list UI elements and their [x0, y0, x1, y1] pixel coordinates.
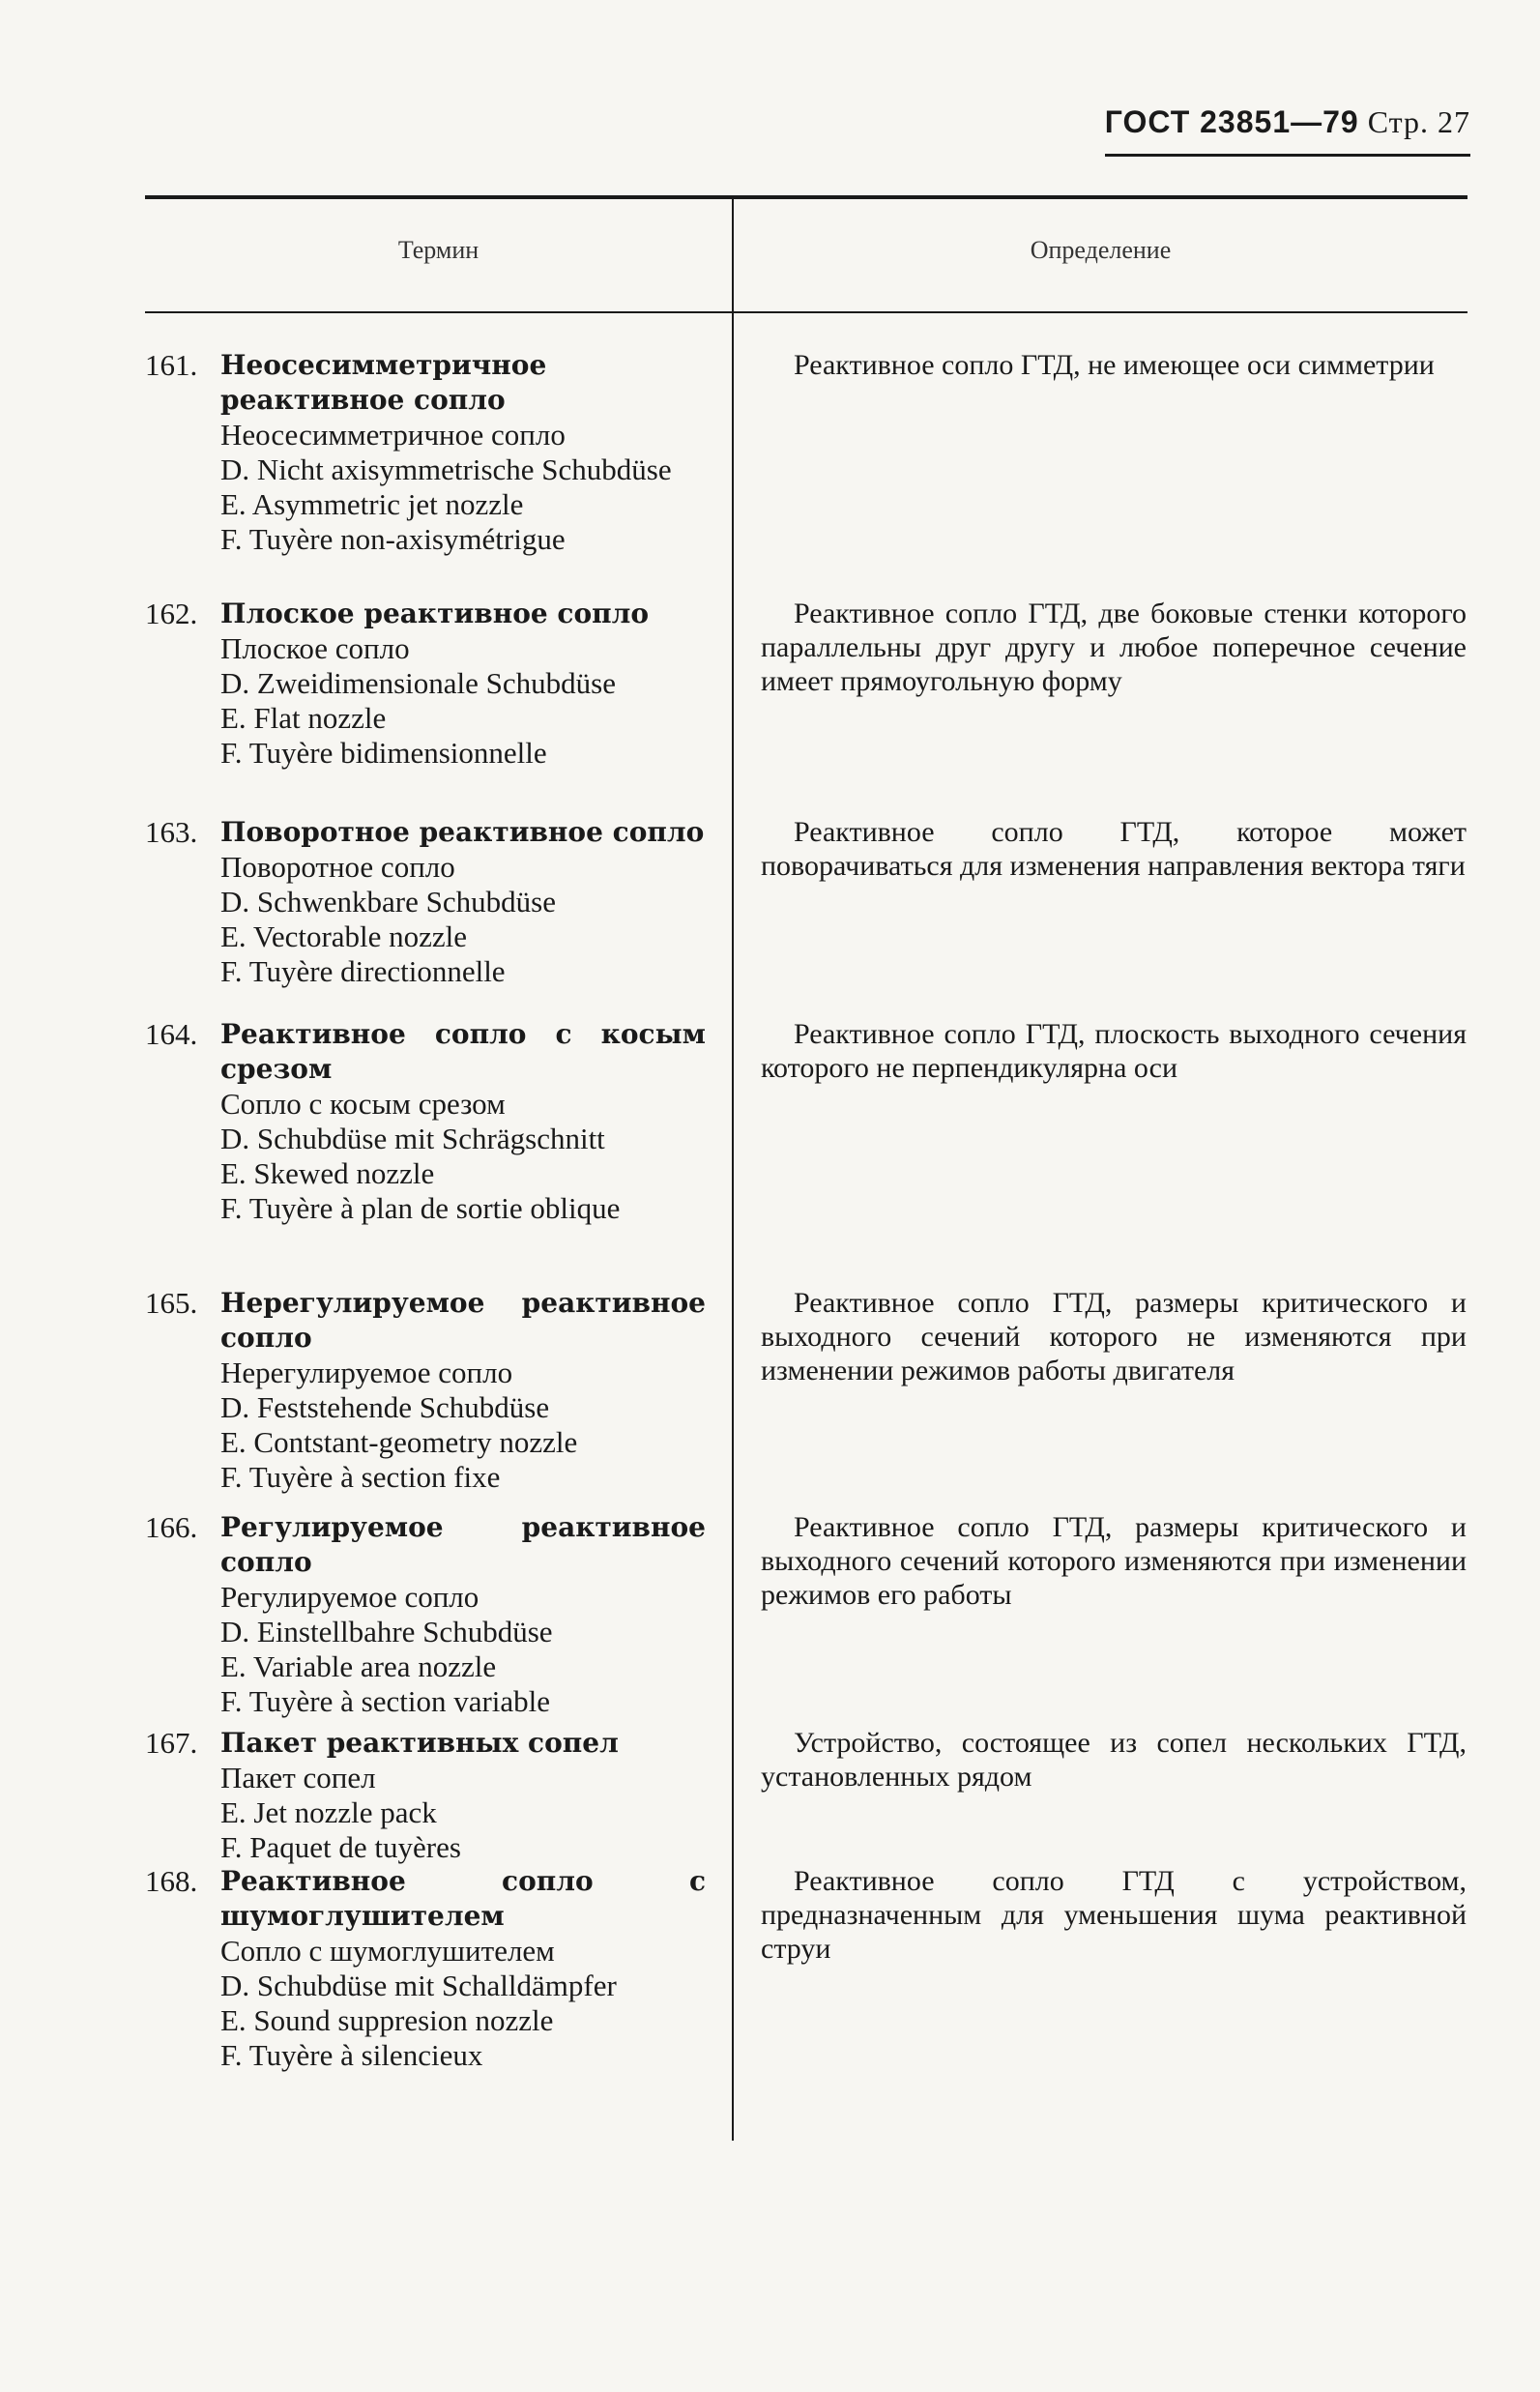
term-number: 166. [145, 1510, 198, 1544]
term-number: 161. [145, 348, 198, 382]
term-english: E. Contstant-geometry nozzle [220, 1425, 578, 1459]
term-definition: Реактивное сопло ГТД, не имеющее оси симметрии [794, 349, 1435, 381]
term-german: D. Schwenkbare Schubdüse [220, 885, 556, 919]
term-number: 163. [145, 815, 198, 849]
term-short-form: Регулируемое сопло [220, 1580, 479, 1614]
term-title: Пакет реактивных сопел [220, 1727, 619, 1759]
term-english: E. Jet nozzle pack [220, 1795, 437, 1829]
term-english: E. Asymmetric jet nozzle [220, 487, 524, 521]
term-entry [145, 1726, 706, 1865]
term-english: E. Sound suppresion nozzle [220, 2003, 554, 2037]
term-number: 167. [145, 1726, 198, 1760]
page-header [1105, 104, 1470, 157]
term-french: F. Tuyère directionnelle [220, 954, 506, 988]
term-number: 164. [145, 1017, 198, 1051]
column-header-definition: Определение [1030, 236, 1172, 264]
page-number: Стр. 27 [1367, 104, 1470, 139]
term-definition: Реактивное сопло ГТД, две боковые стенки которого параллельны друг другу и любое поперечное сечение имеет прямоугольную форму [761, 598, 1467, 697]
term-french: F. Paquet de tuyères [220, 1830, 461, 1864]
term-short-form: Пакет сопел [220, 1761, 376, 1794]
column-divider [732, 197, 734, 2141]
term-german: D. Einstellbahre Schubdüse [220, 1615, 553, 1648]
term-entry [145, 1286, 706, 1495]
term-number: 168. [145, 1864, 198, 1898]
term-title: Реактивное сопло с шумоглушителем [220, 1865, 706, 1932]
term-french: F. Tuyère à silencieux [220, 2038, 483, 2072]
term-number: 162. [145, 597, 198, 630]
term-french: F. Tuyère à section variable [220, 1684, 551, 1718]
term-german: D. Nicht axisymmetrische Schubdüse [220, 452, 672, 486]
term-short-form: Сопло с косым срезом [220, 1087, 506, 1121]
term-number: 165. [145, 1286, 198, 1320]
term-entry [145, 815, 706, 989]
term-title: Нерегулируемое реактивное сопло [220, 1287, 706, 1354]
term-english: E. Variable area nozzle [220, 1649, 497, 1683]
column-header-term: Термин [397, 236, 479, 264]
term-definition: Реактивное сопло ГТД, плоскость выходного сечения которого не перпендикулярна оси [761, 1018, 1467, 1084]
term-french: F. Tuyère à section fixe [220, 1460, 501, 1494]
term-german: D. Schubdüse mit Schrägschnitt [220, 1122, 605, 1155]
term-definition: Реактивное сопло ГТД с устройством, предназначенным для уменьшения шума реактивной струи [761, 1865, 1467, 1965]
term-definition: Реактивное сопло ГТД, размеры критического и выходного сечений которого изменяются при изменении режимов его работы [761, 1511, 1467, 1611]
term-title: Реактивное сопло с косым срезом [220, 1018, 706, 1085]
term-entry [145, 597, 706, 771]
term-french: F. Tuyère à plan de sortie oblique [220, 1191, 621, 1225]
term-german: D. Zweidimensionale Schubdüse [220, 666, 616, 700]
term-title: Поворотное реактивное сопло [220, 816, 705, 848]
term-definition: Реактивное сопло ГТД, которое может поворачиваться для изменения направления вектора тяги [761, 816, 1467, 882]
term-english: E. Vectorable nozzle [220, 919, 468, 953]
term-german: D. Feststehende Schubdüse [220, 1390, 550, 1424]
term-title: Плоское реактивное сопло [220, 598, 650, 629]
term-entry [145, 348, 706, 557]
standard-number: ГОСТ 23851—79 [1104, 104, 1359, 139]
term-short-form: Сопло с шумоглушителем [220, 1934, 555, 1968]
term-entry [145, 1017, 706, 1226]
term-english: E. Flat nozzle [220, 701, 387, 735]
term-entry [145, 1864, 706, 2073]
term-entry [145, 1510, 706, 1719]
term-title: Регулируемое реактивное сопло [220, 1511, 706, 1578]
term-short-form: Неосесимметричное сопло [220, 418, 566, 452]
term-title: Неосесимметричное реактивное сопло [220, 349, 547, 416]
table-header-rule [145, 311, 1467, 313]
term-short-form: Плоское сопло [220, 631, 410, 665]
term-short-form: Нерегулируемое сопло [220, 1356, 513, 1389]
term-french: F. Tuyère non-axisymétrigue [220, 522, 566, 556]
table-top-rule [145, 195, 1467, 199]
term-german: D. Schubdüse mit Schalldämpfer [220, 1969, 617, 2002]
term-definition: Реактивное сопло ГТД, размеры критического и выходного сечений которого не изменяются при изменении режимов работы двигателя [761, 1287, 1467, 1386]
term-french: F. Tuyère bidimensionnelle [220, 736, 547, 770]
term-english: E. Skewed nozzle [220, 1156, 435, 1190]
term-definition: Устройство, состоящее из сопел нескольких ГТД, установленных рядом [761, 1727, 1467, 1793]
term-short-form: Поворотное сопло [220, 850, 455, 884]
